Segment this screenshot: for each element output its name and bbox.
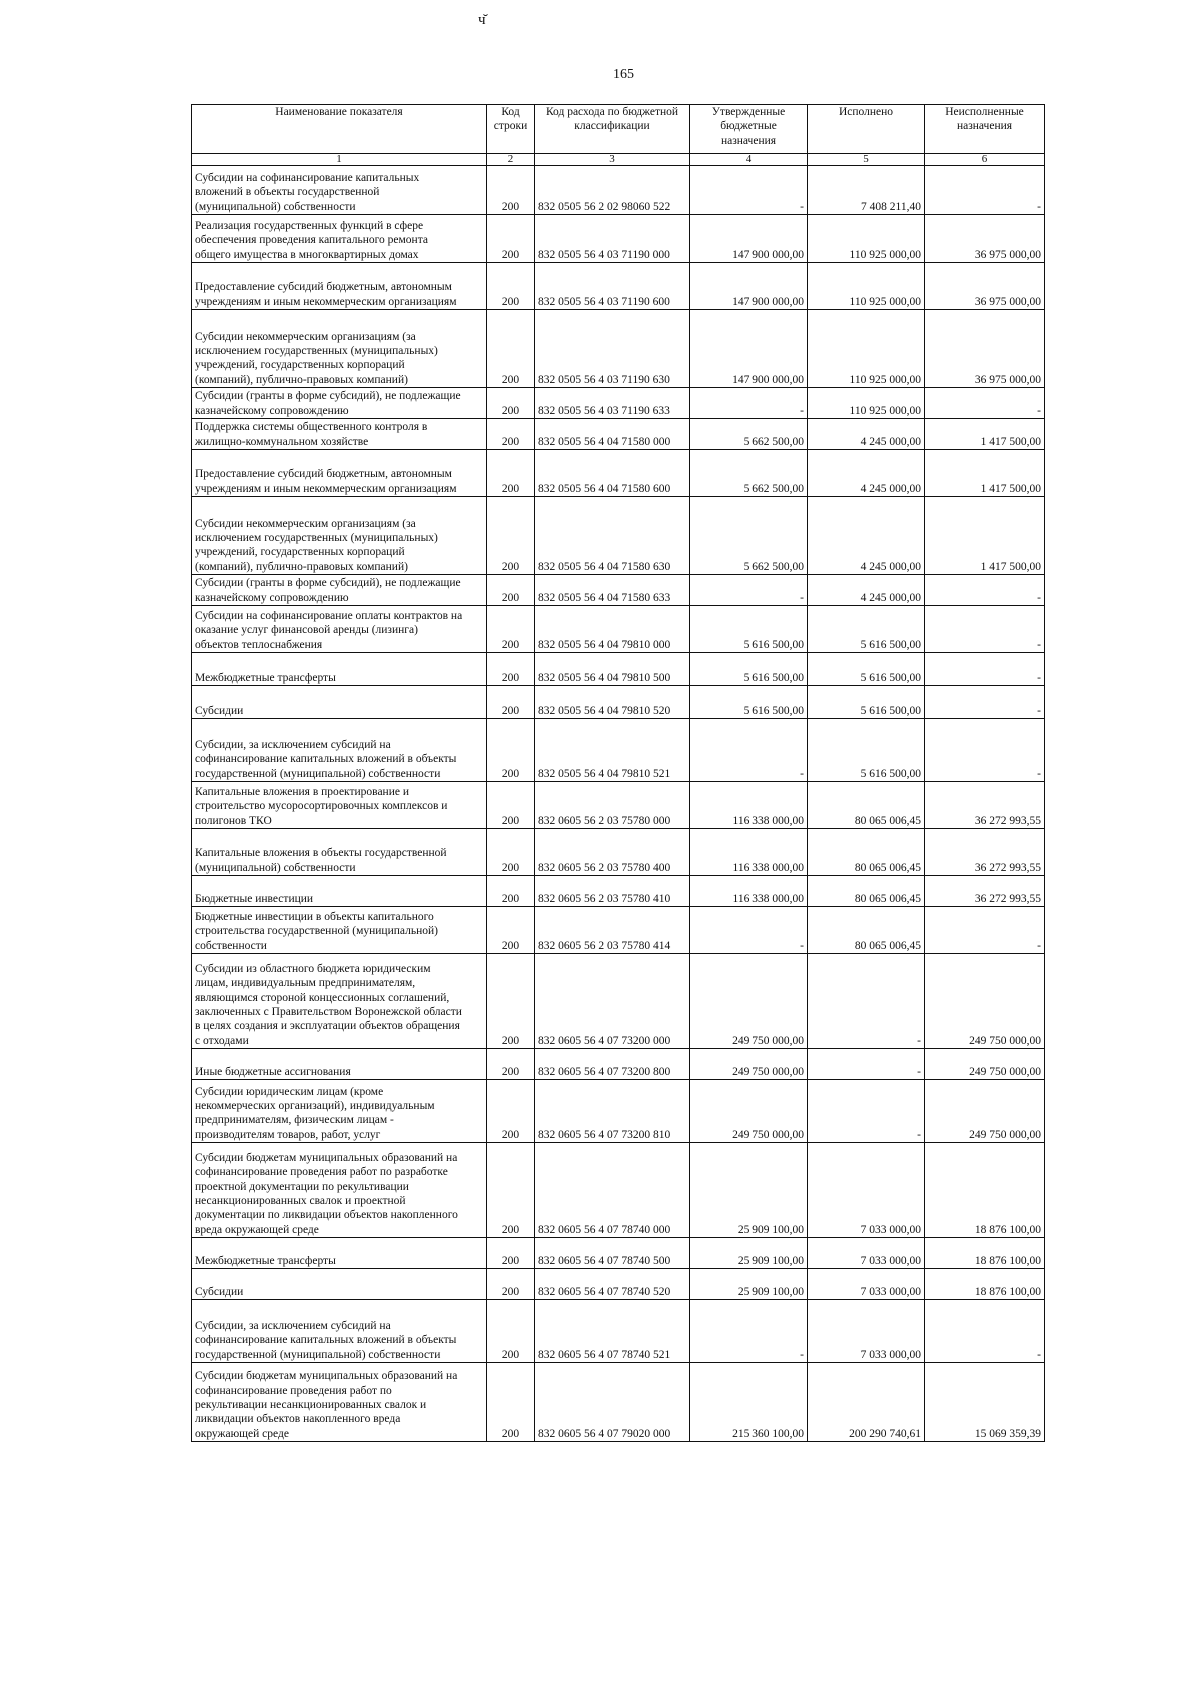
row-unexecuted-cell: - xyxy=(925,388,1045,419)
row-unexecuted-cell: 1 417 500,00 xyxy=(925,497,1045,575)
row-approved-cell: - xyxy=(690,166,808,215)
row-executed-cell: 80 065 006,45 xyxy=(808,829,925,876)
row-name-cell: Бюджетные инвестиции xyxy=(192,876,487,907)
row-kbk-cell: 832 0505 56 4 04 79810 000 xyxy=(535,606,690,653)
row-approved-cell: 215 360 100,00 xyxy=(690,1363,808,1442)
row-approved-cell: 5 662 500,00 xyxy=(690,497,808,575)
table-body xyxy=(192,166,1045,1442)
table-row xyxy=(192,1300,1045,1363)
row-kbk-cell: 832 0505 56 4 04 71580 630 xyxy=(535,497,690,575)
row-approved-cell: 5 616 500,00 xyxy=(690,653,808,686)
row-unexecuted-cell: 18 876 100,00 xyxy=(925,1143,1045,1238)
row-code-cell: 200 xyxy=(487,1363,535,1442)
table-row xyxy=(192,263,1045,310)
row-executed-cell: - xyxy=(808,1080,925,1143)
row-kbk-cell: 832 0605 56 4 07 78740 500 xyxy=(535,1238,690,1269)
table-row xyxy=(192,653,1045,686)
row-unexecuted-cell: 36 975 000,00 xyxy=(925,215,1045,263)
row-code-cell: 200 xyxy=(487,166,535,215)
row-kbk-cell: 832 0505 56 4 03 71190 633 xyxy=(535,388,690,419)
table-row xyxy=(192,1049,1045,1080)
table-row xyxy=(192,215,1045,263)
row-code-cell: 200 xyxy=(487,719,535,782)
row-code-cell: 200 xyxy=(487,606,535,653)
row-kbk-cell: 832 0505 56 4 04 79810 500 xyxy=(535,653,690,686)
row-unexecuted-cell: 249 750 000,00 xyxy=(925,1049,1045,1080)
table-row xyxy=(192,907,1045,954)
row-kbk-cell: 832 0505 56 4 03 71190 000 xyxy=(535,215,690,263)
row-executed-cell: 5 616 500,00 xyxy=(808,653,925,686)
row-executed-cell: 200 290 740,61 xyxy=(808,1363,925,1442)
row-executed-cell: 5 616 500,00 xyxy=(808,686,925,719)
row-unexecuted-cell: - xyxy=(925,719,1045,782)
row-executed-cell: - xyxy=(808,954,925,1049)
row-kbk-cell: 832 0605 56 4 07 73200 800 xyxy=(535,1049,690,1080)
header-unexecuted: Неисполненные назначения xyxy=(925,105,1045,154)
row-executed-cell: 5 616 500,00 xyxy=(808,606,925,653)
row-name-cell: Межбюджетные трансферты xyxy=(192,1238,487,1269)
row-code-cell: 200 xyxy=(487,310,535,388)
row-code-cell: 200 xyxy=(487,686,535,719)
row-name-cell: Реализация государственных функций в сфере обеспечения проведения капитального ремонта общего имущества в многоквартирных домах xyxy=(192,215,487,263)
page-number: 165 xyxy=(613,67,634,82)
row-name-cell: Межбюджетные трансферты xyxy=(192,653,487,686)
row-kbk-cell: 832 0605 56 4 07 79020 000 xyxy=(535,1363,690,1442)
table-row xyxy=(192,782,1045,829)
row-name-cell: Субсидии xyxy=(192,1269,487,1300)
table-row xyxy=(192,876,1045,907)
row-executed-cell: 110 925 000,00 xyxy=(808,388,925,419)
table-row xyxy=(192,606,1045,653)
row-kbk-cell: 832 0605 56 2 03 75780 414 xyxy=(535,907,690,954)
row-kbk-cell: 832 0505 56 2 02 98060 522 xyxy=(535,166,690,215)
row-approved-cell: 116 338 000,00 xyxy=(690,876,808,907)
row-kbk-cell: 832 0605 56 4 07 73200 000 xyxy=(535,954,690,1049)
row-unexecuted-cell: 18 876 100,00 xyxy=(925,1238,1045,1269)
row-code-cell: 200 xyxy=(487,1238,535,1269)
row-name-cell: Субсидии на софинансирование капитальных вложений в объекты государственной (муниципальной) собственности xyxy=(192,166,487,215)
row-name-cell: Субсидии xyxy=(192,686,487,719)
row-code-cell: 200 xyxy=(487,876,535,907)
row-name-cell: Субсидии (гранты в форме субсидий), не подлежащие казначейскому сопровождению xyxy=(192,388,487,419)
row-name-cell: Бюджетные инвестиции в объекты капитального строительства государственной (муниципальной) собственности xyxy=(192,907,487,954)
row-code-cell: 200 xyxy=(487,575,535,606)
row-executed-cell: 80 065 006,45 xyxy=(808,876,925,907)
header-name: Наименование показателя xyxy=(192,105,487,154)
row-unexecuted-cell: - xyxy=(925,907,1045,954)
table-row xyxy=(192,686,1045,719)
row-name-cell: Субсидии некоммерческим организациям (за исключением государственных (муниципальных) учреждений, государственных корпораций (компаний), публично-правовых компаний) xyxy=(192,310,487,388)
table-row xyxy=(192,1363,1045,1442)
row-name-cell: Субсидии, за исключением субсидий на софинансирование капитальных вложений в объекты государственной (муниципальной) собственности xyxy=(192,1300,487,1363)
table-row xyxy=(192,954,1045,1049)
row-kbk-cell: 832 0605 56 4 07 78740 521 xyxy=(535,1300,690,1363)
row-code-cell: 200 xyxy=(487,782,535,829)
column-number: 3 xyxy=(535,154,690,166)
row-code-cell: 200 xyxy=(487,1269,535,1300)
row-approved-cell: 249 750 000,00 xyxy=(690,1049,808,1080)
table-row xyxy=(192,497,1045,575)
row-name-cell: Субсидии на софинансирование оплаты контрактов на оказание услуг финансовой аренды (лизинга) объектов теплоснабжения xyxy=(192,606,487,653)
column-number-row xyxy=(192,154,1045,166)
row-kbk-cell: 832 0605 56 2 03 75780 410 xyxy=(535,876,690,907)
table-row xyxy=(192,829,1045,876)
row-executed-cell: 110 925 000,00 xyxy=(808,310,925,388)
row-approved-cell: 116 338 000,00 xyxy=(690,782,808,829)
row-executed-cell: 4 245 000,00 xyxy=(808,497,925,575)
row-unexecuted-cell: - xyxy=(925,166,1045,215)
table-row xyxy=(192,719,1045,782)
page-corner-mark: ч̆ xyxy=(478,12,486,28)
row-unexecuted-cell: 1 417 500,00 xyxy=(925,450,1045,497)
row-executed-cell: 80 065 006,45 xyxy=(808,907,925,954)
row-unexecuted-cell: - xyxy=(925,1300,1045,1363)
row-approved-cell: 249 750 000,00 xyxy=(690,954,808,1049)
row-code-cell: 200 xyxy=(487,419,535,450)
row-unexecuted-cell: 36 272 993,55 xyxy=(925,829,1045,876)
row-code-cell: 200 xyxy=(487,388,535,419)
budget-execution-table xyxy=(191,104,1045,1442)
row-name-cell: Субсидии из областного бюджета юридическим лицам, индивидуальным предпринимателям, являющимся стороной концессионных соглашений, заключенных с Правительством Воронежской области в целях создания и эксплуатации объектов обращения с отходами xyxy=(192,954,487,1049)
table-row xyxy=(192,1143,1045,1238)
row-approved-cell: 5 662 500,00 xyxy=(690,450,808,497)
row-name-cell: Субсидии бюджетам муниципальных образований на софинансирование проведения работ по рекультивации несанкционированных свалок и ликвидации объектов накопленного вреда окружающей среде xyxy=(192,1363,487,1442)
row-executed-cell: 4 245 000,00 xyxy=(808,450,925,497)
row-unexecuted-cell: - xyxy=(925,575,1045,606)
row-approved-cell: 116 338 000,00 xyxy=(690,829,808,876)
row-unexecuted-cell: 36 975 000,00 xyxy=(925,310,1045,388)
row-executed-cell: 7 033 000,00 xyxy=(808,1238,925,1269)
row-kbk-cell: 832 0605 56 4 07 78740 000 xyxy=(535,1143,690,1238)
table-row xyxy=(192,310,1045,388)
row-name-cell: Субсидии некоммерческим организациям (за исключением государственных (муниципальных) учреждений, государственных корпораций (компаний), публично-правовых компаний) xyxy=(192,497,487,575)
row-executed-cell: - xyxy=(808,1049,925,1080)
row-unexecuted-cell: - xyxy=(925,653,1045,686)
row-approved-cell: 249 750 000,00 xyxy=(690,1080,808,1143)
row-kbk-cell: 832 0605 56 4 07 73200 810 xyxy=(535,1080,690,1143)
row-name-cell: Субсидии (гранты в форме субсидий), не подлежащие казначейскому сопровождению xyxy=(192,575,487,606)
row-kbk-cell: 832 0605 56 2 03 75780 000 xyxy=(535,782,690,829)
row-kbk-cell: 832 0505 56 4 04 71580 633 xyxy=(535,575,690,606)
table-row xyxy=(192,1269,1045,1300)
table-row xyxy=(192,450,1045,497)
row-executed-cell: 110 925 000,00 xyxy=(808,215,925,263)
row-unexecuted-cell: 1 417 500,00 xyxy=(925,419,1045,450)
row-code-cell: 200 xyxy=(487,907,535,954)
row-approved-cell: 5 616 500,00 xyxy=(690,606,808,653)
column-number: 6 xyxy=(925,154,1045,166)
row-executed-cell: 4 245 000,00 xyxy=(808,575,925,606)
row-code-cell: 200 xyxy=(487,263,535,310)
row-approved-cell: - xyxy=(690,719,808,782)
table-row xyxy=(192,419,1045,450)
row-name-cell: Субсидии юридическим лицам (кроме некоммерческих организаций), индивидуальным предпринимателям, физическим лицам - производителям товаров, работ, услуг xyxy=(192,1080,487,1143)
row-code-cell: 200 xyxy=(487,829,535,876)
row-kbk-cell: 832 0605 56 2 03 75780 400 xyxy=(535,829,690,876)
column-number: 5 xyxy=(808,154,925,166)
row-name-cell: Субсидии, за исключением субсидий на софинансирование капитальных вложений в объекты государственной (муниципальной) собственности xyxy=(192,719,487,782)
row-kbk-cell: 832 0505 56 4 04 79810 520 xyxy=(535,686,690,719)
header-row xyxy=(192,105,1045,154)
row-approved-cell: 25 909 100,00 xyxy=(690,1269,808,1300)
row-code-cell: 200 xyxy=(487,450,535,497)
row-kbk-cell: 832 0505 56 4 03 71190 600 xyxy=(535,263,690,310)
row-name-cell: Иные бюджетные ассигнования xyxy=(192,1049,487,1080)
row-code-cell: 200 xyxy=(487,1143,535,1238)
row-approved-cell: 5 662 500,00 xyxy=(690,419,808,450)
row-approved-cell: 147 900 000,00 xyxy=(690,215,808,263)
row-kbk-cell: 832 0605 56 4 07 78740 520 xyxy=(535,1269,690,1300)
row-kbk-cell: 832 0505 56 4 03 71190 630 xyxy=(535,310,690,388)
row-approved-cell: 25 909 100,00 xyxy=(690,1143,808,1238)
header-executed: Исполнено xyxy=(808,105,925,154)
row-executed-cell: 7 033 000,00 xyxy=(808,1269,925,1300)
row-approved-cell: - xyxy=(690,388,808,419)
row-unexecuted-cell: 36 272 993,55 xyxy=(925,876,1045,907)
row-executed-cell: 7 408 211,40 xyxy=(808,166,925,215)
row-executed-cell: 7 033 000,00 xyxy=(808,1143,925,1238)
table-row xyxy=(192,1238,1045,1269)
row-approved-cell: - xyxy=(690,1300,808,1363)
row-unexecuted-cell: 36 272 993,55 xyxy=(925,782,1045,829)
row-executed-cell: 80 065 006,45 xyxy=(808,782,925,829)
row-name-cell: Капитальные вложения в проектирование и строительство мусоросортировочных комплексов и полигонов ТКО xyxy=(192,782,487,829)
row-approved-cell: - xyxy=(690,907,808,954)
row-unexecuted-cell: 18 876 100,00 xyxy=(925,1269,1045,1300)
header-approved: Утвержденные бюджетные назначения xyxy=(690,105,808,154)
row-name-cell: Предоставление субсидий бюджетным, автономным учреждениям и иным некоммерческим организациям xyxy=(192,450,487,497)
table-row xyxy=(192,388,1045,419)
row-approved-cell: 5 616 500,00 xyxy=(690,686,808,719)
row-approved-cell: 147 900 000,00 xyxy=(690,263,808,310)
row-code-cell: 200 xyxy=(487,215,535,263)
column-number: 4 xyxy=(690,154,808,166)
row-executed-cell: 5 616 500,00 xyxy=(808,719,925,782)
header-code: Код строки xyxy=(487,105,535,154)
row-name-cell: Предоставление субсидий бюджетным, автономным учреждениям и иным некоммерческим организациям xyxy=(192,263,487,310)
row-approved-cell: 147 900 000,00 xyxy=(690,310,808,388)
header-kbk: Код расхода по бюджетной классификации xyxy=(535,105,690,154)
row-unexecuted-cell: 36 975 000,00 xyxy=(925,263,1045,310)
table-row xyxy=(192,1080,1045,1143)
table-row xyxy=(192,166,1045,215)
row-name-cell: Поддержка системы общественного контроля в жилищно-коммунальном хозяйстве xyxy=(192,419,487,450)
row-executed-cell: 7 033 000,00 xyxy=(808,1300,925,1363)
row-unexecuted-cell: - xyxy=(925,686,1045,719)
column-number: 1 xyxy=(192,154,487,166)
row-approved-cell: 25 909 100,00 xyxy=(690,1238,808,1269)
row-executed-cell: 4 245 000,00 xyxy=(808,419,925,450)
row-unexecuted-cell: 249 750 000,00 xyxy=(925,954,1045,1049)
row-kbk-cell: 832 0505 56 4 04 79810 521 xyxy=(535,719,690,782)
row-approved-cell: - xyxy=(690,575,808,606)
row-unexecuted-cell: - xyxy=(925,606,1045,653)
row-code-cell: 200 xyxy=(487,1300,535,1363)
row-code-cell: 200 xyxy=(487,653,535,686)
row-code-cell: 200 xyxy=(487,954,535,1049)
row-code-cell: 200 xyxy=(487,497,535,575)
row-kbk-cell: 832 0505 56 4 04 71580 600 xyxy=(535,450,690,497)
row-unexecuted-cell: 249 750 000,00 xyxy=(925,1080,1045,1143)
column-number: 2 xyxy=(487,154,535,166)
row-name-cell: Субсидии бюджетам муниципальных образований на софинансирование проведения работ по разработке проектной документации по рекультивации несанкционированных свалок и проектной документации по ликвидации объектов накопленного вреда окружающей среде xyxy=(192,1143,487,1238)
row-kbk-cell: 832 0505 56 4 04 71580 000 xyxy=(535,419,690,450)
row-executed-cell: 110 925 000,00 xyxy=(808,263,925,310)
table-row xyxy=(192,575,1045,606)
row-unexecuted-cell: 15 069 359,39 xyxy=(925,1363,1045,1442)
row-code-cell: 200 xyxy=(487,1080,535,1143)
row-name-cell: Капитальные вложения в объекты государственной (муниципальной) собственности xyxy=(192,829,487,876)
row-code-cell: 200 xyxy=(487,1049,535,1080)
